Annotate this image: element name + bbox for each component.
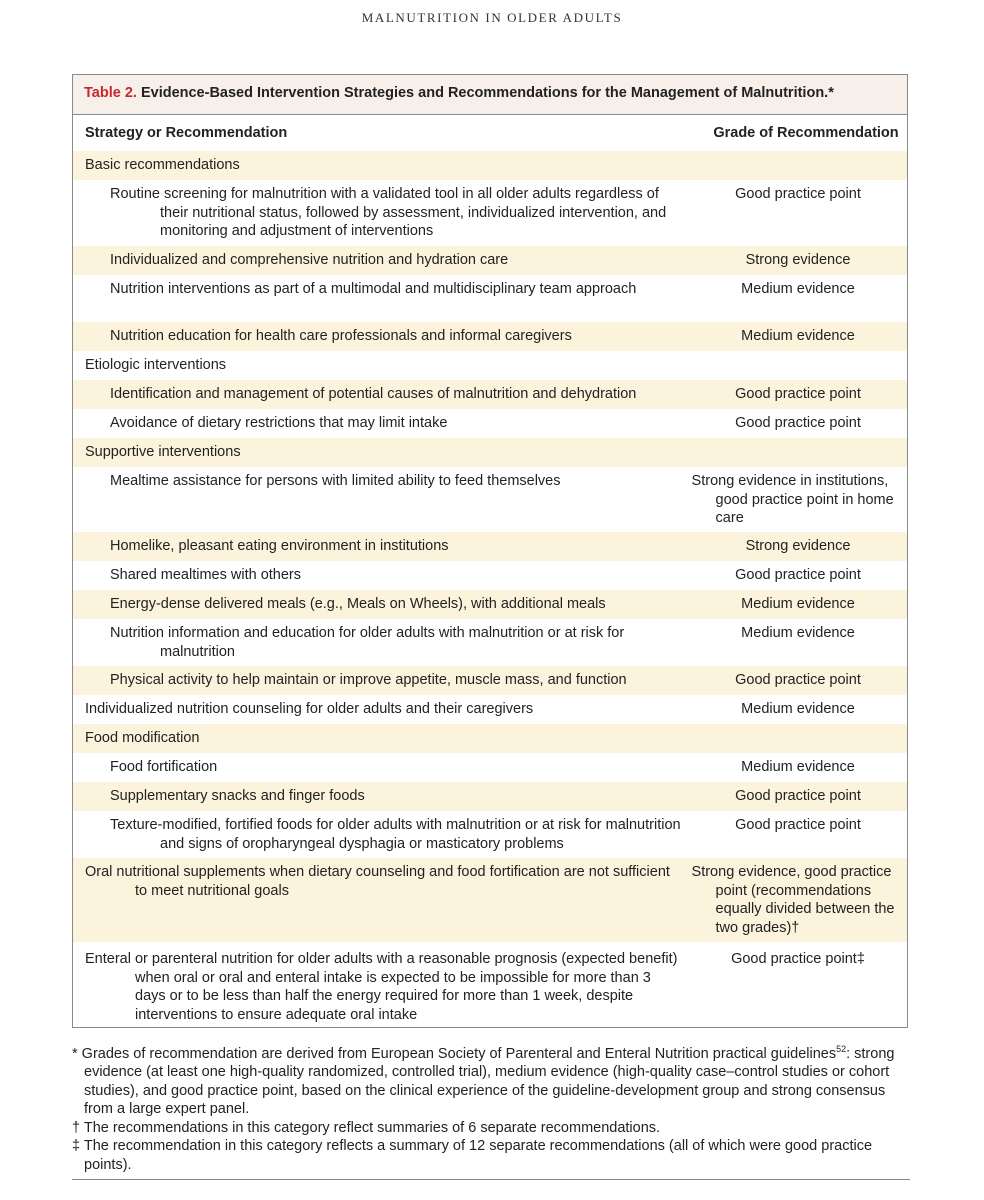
table-row bbox=[73, 275, 907, 322]
grade-cell: Good practice point bbox=[735, 788, 861, 804]
table-row bbox=[73, 246, 907, 275]
table-row bbox=[73, 619, 907, 666]
strategy-cell: Supplementary snacks and finger foods bbox=[110, 788, 365, 804]
table-row bbox=[73, 351, 907, 380]
table-row bbox=[73, 666, 907, 695]
grade-cell: Good practice point bbox=[735, 817, 861, 833]
category-label: Basic recommendations bbox=[85, 157, 240, 173]
category-label: Food modification bbox=[85, 730, 200, 746]
strategy-cell: Shared mealtimes with others bbox=[110, 567, 301, 583]
strategy-cell: Mealtime assistance for persons with limited ability to feed themselves bbox=[110, 473, 561, 489]
table-row bbox=[73, 590, 907, 619]
strategy-cell: Oral nutritional supplements when dietary counseling and food fortification are not sufficient to meet nutritional goals bbox=[85, 864, 670, 899]
grade-cell: Medium evidence bbox=[741, 328, 855, 344]
strategy-cell: Enteral or parenteral nutrition for older adults with a reasonable prognosis (expected benefit) when oral or oral and enteral intake is expected to be impossible for more than 3 days or to be less than half the energy required for more than 1 week, despite interventions to ensure adequate oral intake bbox=[85, 951, 678, 1023]
footnote-dagger: † The recommendations in this category reflect summaries of 6 separate recommendations. bbox=[72, 1119, 661, 1136]
table-row bbox=[73, 942, 907, 1034]
strategy-cell: Avoidance of dietary restrictions that may limit intake bbox=[110, 415, 448, 431]
grade-cell: Strong evidence bbox=[745, 252, 851, 268]
table-row bbox=[73, 380, 907, 409]
strategy-cell: Individualized and comprehensive nutrition and hydration care bbox=[110, 252, 509, 268]
strategy-cell: Nutrition information and education for older adults with malnutrition or at risk for malnutrition bbox=[110, 625, 625, 660]
strategy-cell: Food fortification bbox=[110, 759, 218, 775]
strategy-cell: Identification and management of potential causes of malnutrition and dehydration bbox=[110, 386, 637, 402]
strategy-cell: Texture-modified, fortified foods for older adults with malnutrition or at risk for malnutrition and signs of oropharyngeal dysphagia or masticatory problems bbox=[110, 817, 681, 852]
footnote-asterisk bbox=[72, 1040, 908, 1119]
table-row bbox=[73, 753, 907, 782]
grade-cell: Medium evidence bbox=[741, 625, 855, 641]
col-header-strategy: Strategy or Recommendation bbox=[85, 125, 288, 141]
grade-cell: Medium evidence bbox=[741, 701, 855, 717]
grade-cell: Good practice point‡ bbox=[731, 951, 865, 967]
table-row bbox=[73, 858, 907, 942]
bottom-rule bbox=[72, 1179, 910, 1180]
grade-cell: Strong evidence bbox=[745, 538, 851, 554]
table-row bbox=[73, 724, 907, 753]
table-row bbox=[73, 782, 907, 811]
grade-cell: Medium evidence bbox=[741, 759, 855, 775]
table-row bbox=[73, 467, 907, 532]
strategy-cell: Routine screening for malnutrition with a validated tool in all older adults regardless of their nutritional status, followed by assessment, individualized intervention, and monitoring and adjustment of interventions bbox=[110, 186, 667, 239]
grade-cell: Good practice point bbox=[735, 567, 861, 583]
table-row bbox=[73, 151, 907, 180]
strategy-cell: Physical activity to help maintain or improve appetite, muscle mass, and function bbox=[110, 672, 627, 688]
table-label: Table 2. bbox=[84, 85, 137, 101]
category-label: Supportive interventions bbox=[85, 444, 241, 460]
table-title bbox=[73, 75, 907, 115]
strategy-cell: Homelike, pleasant eating environment in institutions bbox=[110, 538, 449, 554]
category-label: Etiologic interventions bbox=[85, 357, 227, 373]
reference-superscript: 52 bbox=[836, 1044, 847, 1054]
recommendations-table bbox=[72, 74, 908, 1028]
strategy-cell: Energy-dense delivered meals (e.g., Meals on Wheels), with additional meals bbox=[110, 596, 606, 612]
grade-cell: Medium evidence bbox=[741, 281, 855, 297]
footnote-asterisk-text: * Grades of recommendation are derived from European Society of Parenteral and Enteral Nutrition practical guidelines bbox=[72, 1045, 837, 1062]
table-row bbox=[73, 409, 907, 438]
table-row bbox=[73, 180, 907, 246]
footnote-asterisk-text-cont: : strong evidence (at least one high-quality randomized, controlled trial), medium evidence (high-quality case–control studies or cohort studies), and good practice point, based on the clinical experience of the guideline-development group and strong consensus from a large expert panel. bbox=[84, 1045, 895, 1118]
table-row bbox=[73, 695, 907, 724]
table-row bbox=[73, 532, 907, 561]
running-head: MALNUTRITION IN OLDER ADULTS bbox=[361, 10, 623, 25]
table-caption: Evidence-Based Intervention Strategies and Recommendations for the Management of Malnutrition.* bbox=[140, 85, 834, 101]
table-footnotes bbox=[72, 1040, 908, 1174]
table-header-row bbox=[73, 115, 907, 151]
grade-cell: Medium evidence bbox=[741, 596, 855, 612]
strategy-cell: Nutrition education for health care professionals and informal caregivers bbox=[110, 328, 572, 344]
grade-cell: Good practice point bbox=[735, 386, 861, 402]
grade-cell: Good practice point bbox=[735, 186, 861, 202]
table-row bbox=[73, 322, 907, 351]
table-row bbox=[73, 811, 907, 858]
table-row bbox=[73, 438, 907, 467]
table-row bbox=[73, 561, 907, 590]
grade-cell: Good practice point bbox=[735, 415, 861, 431]
grade-cell: Good practice point bbox=[735, 672, 861, 688]
col-header-grade: Grade of Recommendation bbox=[713, 125, 899, 141]
footnote-double-dagger: ‡ The recommendation in this category reflects a summary of 12 separate recommendations (all of which were good practice points). bbox=[72, 1138, 873, 1173]
strategy-cell: Individualized nutrition counseling for older adults and their caregivers bbox=[85, 701, 534, 717]
grade-cell: Strong evidence in institutions, good practice point in home care bbox=[691, 473, 894, 526]
grade-cell: Strong evidence, good practice point (recommendations equally divided between the two grades)† bbox=[691, 864, 895, 936]
strategy-cell: Nutrition interventions as part of a multimodal and multidisciplinary team approach bbox=[110, 281, 637, 297]
